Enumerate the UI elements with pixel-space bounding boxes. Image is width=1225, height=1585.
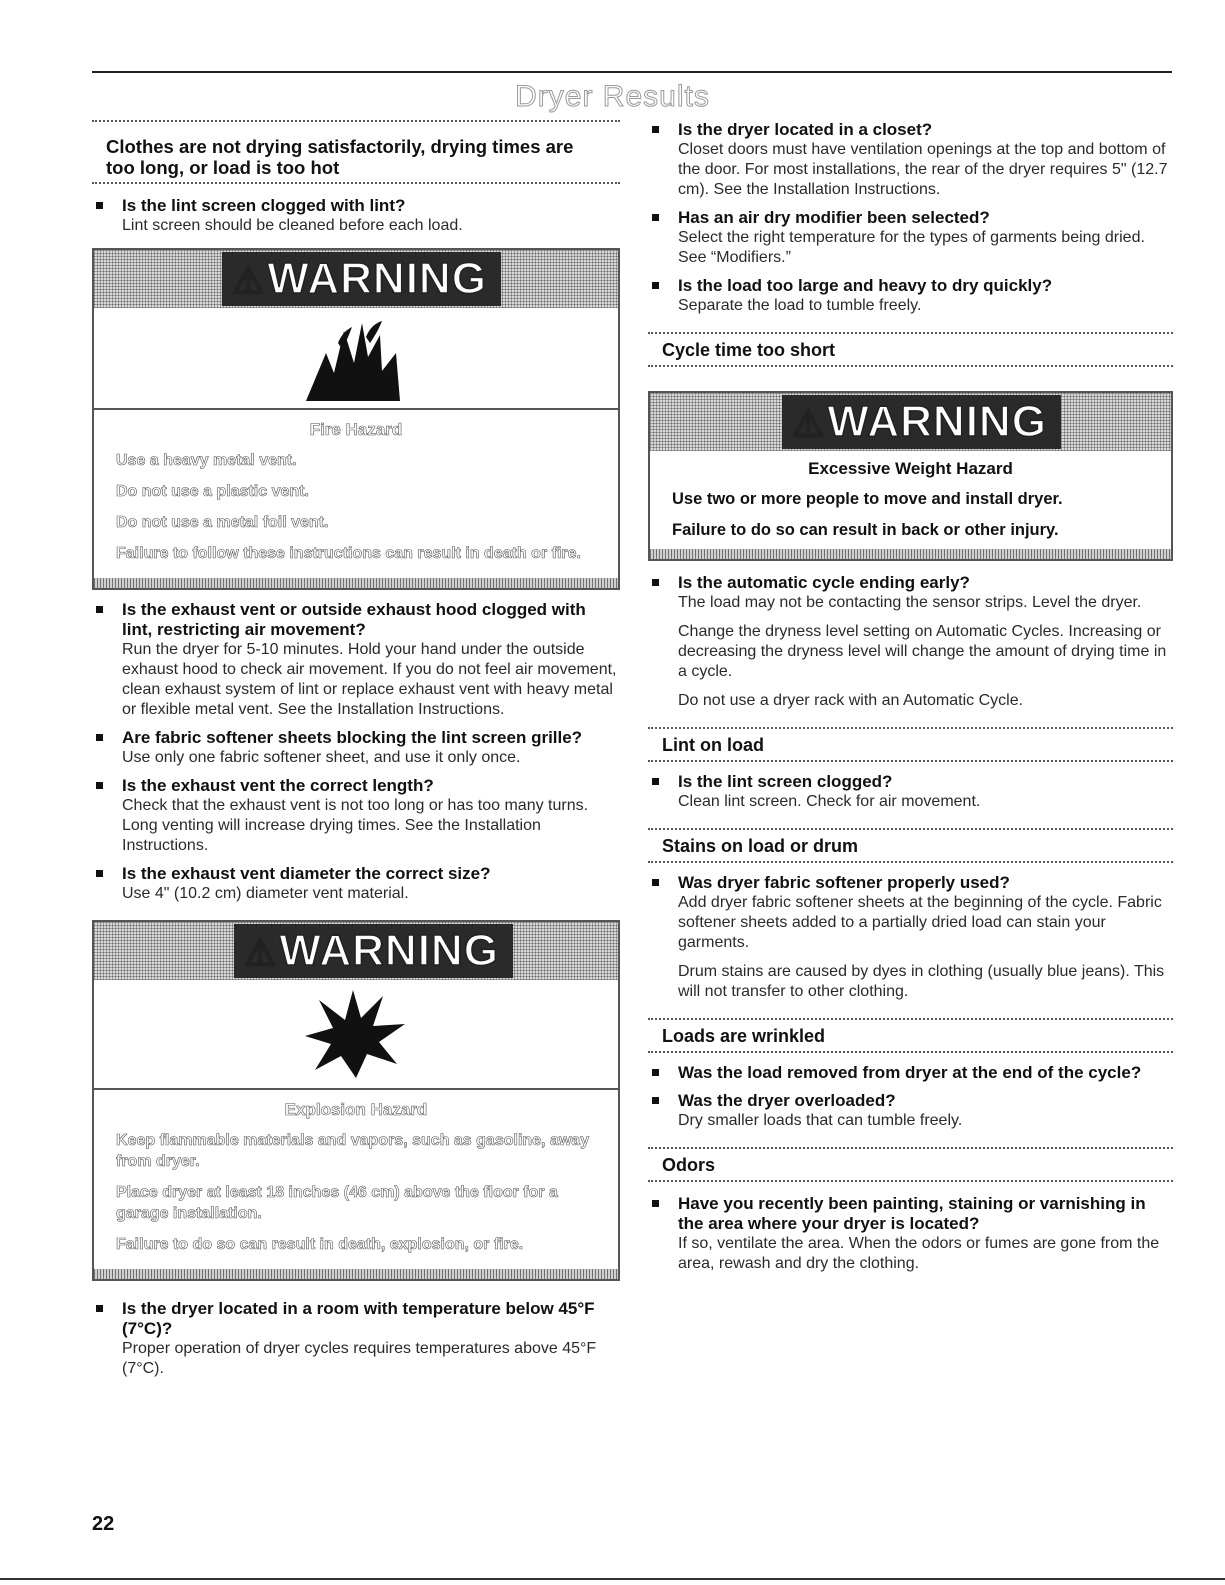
warning-line: Place dryer at least 18 inches (46 cm) above the floor for a garage installation. <box>116 1184 558 1222</box>
list-item <box>648 1194 1173 1274</box>
answer: The load may not be contacting the sensor strips. Level the dryer. <box>678 594 1142 611</box>
warning-label: ⚠WARNING <box>222 252 501 306</box>
list-item <box>648 120 1173 200</box>
list-item <box>648 208 1173 268</box>
list-item <box>92 1299 620 1379</box>
answer: Lint screen should be cleaned before each load. <box>122 217 463 234</box>
list-item <box>92 728 620 768</box>
warning-box-weight <box>648 391 1173 561</box>
answer: Drum stains are caused by dyes in clothing (usually blue jeans). This will not transfer to other clothing. <box>678 963 1165 1000</box>
warning-banner <box>650 393 1171 451</box>
warning-banner <box>94 922 618 980</box>
question: Was the dryer overloaded? <box>678 1091 896 1110</box>
warning-label: ⚠WARNING <box>782 395 1061 449</box>
list-item <box>92 196 620 236</box>
hazard-title: Fire Hazard <box>309 420 403 439</box>
left-column <box>92 120 620 1379</box>
answer: Use only one fabric softener sheet, and use it only once. <box>122 749 521 766</box>
answer: Change the dryness level setting on Automatic Cycles. Increasing or decreasing the dryness level will change the amount of drying time in a cycle. <box>678 623 1167 680</box>
hazard-title: Excessive Weight Hazard <box>808 459 1013 478</box>
warning-line: Use two or more people to move and install dryer. <box>672 490 1063 508</box>
question: Is the lint screen clogged with lint? <box>122 196 406 215</box>
warning-line: Do not use a plastic vent. <box>116 483 309 500</box>
warning-bottom-bar <box>94 578 618 588</box>
warning-triangle-icon: ⚠ <box>792 403 826 444</box>
question: Have you recently been painting, staining or varnishing in the area where your dryer is located? <box>678 1194 1146 1233</box>
page-number: 22 <box>92 1513 115 1535</box>
warning-label: ⚠WARNING <box>234 924 513 978</box>
warning-body <box>94 1090 618 1269</box>
list-item <box>92 864 620 904</box>
warning-bottom-bar <box>94 1269 618 1279</box>
answer: Add dryer fabric softener sheets at the beginning of the cycle. Fabric softener sheets added to a partially dried load can stain your garments. <box>678 894 1162 951</box>
answer: If so, ventilate the area. When the odors or fumes are gone from the area, rewash and dry the clothing. <box>678 1235 1160 1272</box>
list-item <box>648 873 1173 1002</box>
list-item <box>648 1091 1173 1131</box>
section-title-not-drying: Clothes are not drying satisfactorily, drying times are too long, or load is too hot <box>106 136 574 178</box>
question: Are fabric softener sheets blocking the lint screen grille? <box>122 728 583 747</box>
explosion-icon <box>94 980 618 1090</box>
page-title: Dryer Results <box>515 80 710 113</box>
question: Is the lint screen clogged? <box>678 772 893 791</box>
warning-line: Failure to do so can result in death, explosion, or fire. <box>116 1236 524 1253</box>
warning-bottom-bar <box>650 549 1171 559</box>
warning-line: Failure to follow these instructions can result in death or fire. <box>116 545 581 562</box>
warning-triangle-icon: ⚠ <box>232 260 266 301</box>
question: Was dryer fabric softener properly used? <box>678 873 1010 892</box>
warning-body <box>650 451 1171 549</box>
section-title-wrinkled: Loads are wrinkled <box>662 1026 826 1046</box>
warning-triangle-icon: ⚠ <box>244 932 278 973</box>
divider <box>648 861 1173 863</box>
section-title-odors: Odors <box>662 1155 716 1175</box>
warning-line: Failure to do so can result in back or other injury. <box>672 521 1059 539</box>
answer: Run the dryer for 5-10 minutes. Hold your hand under the outside exhaust hood to check air movement. If you do not feel air movement, clean exhaust system of lint or replace exhaust vent with heavy metal or flexible metal vent. See the Installation Instructions. <box>122 641 617 718</box>
section-title-cycle-time: Cycle time too short <box>662 340 836 360</box>
answer: Separate the load to tumble freely. <box>678 297 922 314</box>
list-item <box>648 772 1173 812</box>
warning-box-explosion <box>92 920 620 1281</box>
warning-line: Keep flammable materials and vapors, such as gasoline, away from dryer. <box>116 1132 590 1170</box>
warning-box-fire <box>92 248 620 590</box>
divider <box>648 760 1173 762</box>
question: Is the exhaust vent diameter the correct size? <box>122 864 491 883</box>
question: Is the dryer located in a room with temperature below 45°F (7°C)? <box>122 1299 595 1338</box>
answer: Check that the exhaust vent is not too long or has too many turns. Long venting will increase drying times. See the Installation Instructions. <box>122 797 589 854</box>
question: Is the load too large and heavy to dry quickly? <box>678 276 1053 295</box>
question: Is the exhaust vent or outside exhaust hood clogged with lint, restricting air movement? <box>122 600 586 639</box>
question: Was the load removed from dryer at the end of the cycle? <box>678 1063 1142 1082</box>
list-item <box>648 1063 1173 1083</box>
answer: Proper operation of dryer cycles requires temperatures above 45°F (7°C). <box>122 1340 597 1377</box>
section-title-stains: Stains on load or drum <box>662 836 859 856</box>
divider <box>648 1180 1173 1182</box>
section-title-lint: Lint on load <box>662 735 764 755</box>
answer: Use 4" (10.2 cm) diameter vent material. <box>122 885 409 902</box>
warning-line: Use a heavy metal vent. <box>116 452 297 469</box>
list-item <box>92 600 620 720</box>
hazard-title: Explosion Hazard <box>284 1100 428 1119</box>
warning-line: Do not use a metal foil vent. <box>116 514 329 531</box>
warning-banner <box>94 250 618 308</box>
question: Is the exhaust vent the correct length? <box>122 776 434 795</box>
warning-body <box>94 410 618 578</box>
list-item <box>648 276 1173 316</box>
fire-icon <box>94 308 618 410</box>
answer: Do not use a dryer rack with an Automatic Cycle. <box>678 692 1024 709</box>
list-item <box>92 776 620 856</box>
question: Is the dryer located in a closet? <box>678 120 933 139</box>
list-item <box>648 573 1173 711</box>
divider <box>92 182 620 184</box>
answer: Clean lint screen. Check for air movement. <box>678 793 981 810</box>
right-column <box>648 120 1173 1274</box>
divider <box>648 365 1173 367</box>
top-rule <box>92 71 1172 73</box>
divider <box>648 1051 1173 1053</box>
question: Has an air dry modifier been selected? <box>678 208 990 227</box>
answer: Select the right temperature for the types of garments being dried. See “Modifiers.” <box>678 229 1145 266</box>
answer: Closet doors must have ventilation openings at the top and bottom of the door. For most installations, the rear of the dryer requires 5" (12.7 cm). See the Installation Instructions. <box>678 141 1168 198</box>
question: Is the automatic cycle ending early? <box>678 573 970 592</box>
bottom-rule <box>0 1578 1225 1580</box>
answer: Dry smaller loads that can tumble freely. <box>678 1112 963 1129</box>
